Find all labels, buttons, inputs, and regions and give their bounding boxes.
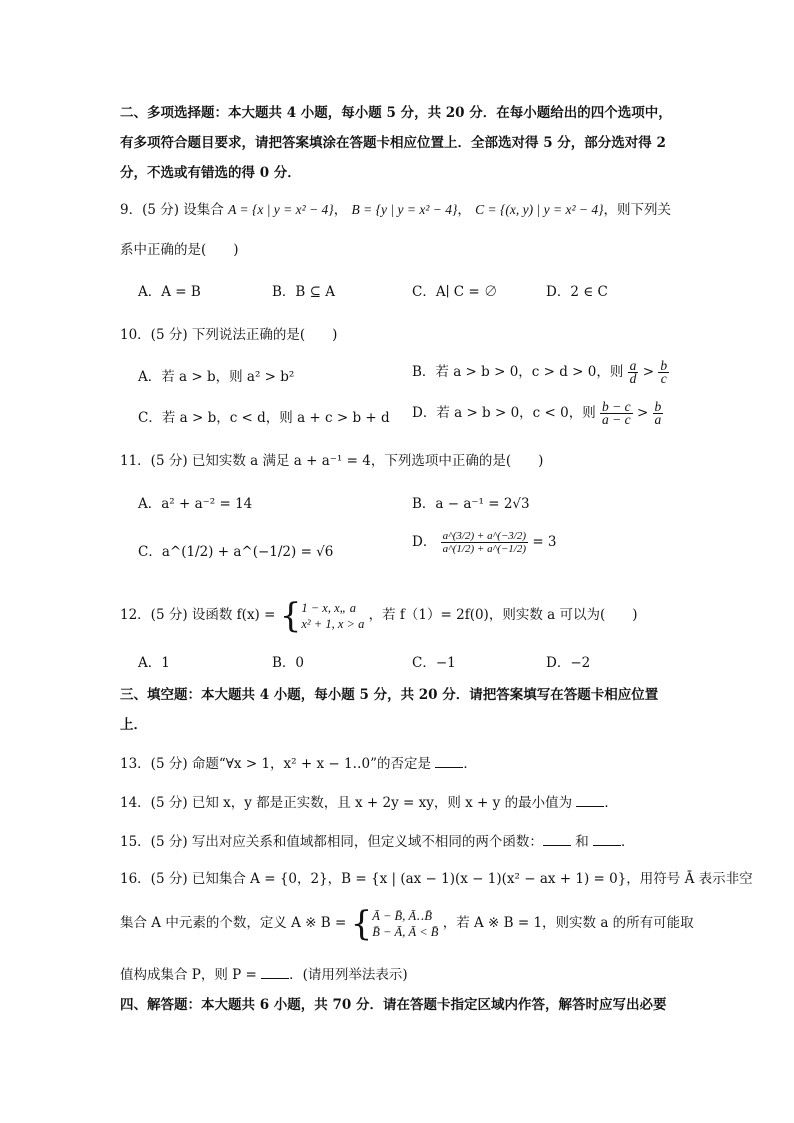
q12-suffix: ，若 f（1）= 2f(0)，则实数 a 可以为( ) — [368, 607, 638, 623]
q11-option-d-label: D． — [412, 534, 437, 550]
q15-text: 15．(5 分) 写出对应关系和值域都相同，但定义域不相同的两个函数： — [120, 834, 543, 850]
q13-text: 13．(5 分) 命题“∀x > 1，x² + x − 1‥0”的否定是 — [120, 756, 432, 772]
q15-answer-blank-2[interactable] — [593, 833, 621, 846]
q15-and: 和 — [575, 834, 589, 850]
q9-option-a[interactable]: A．A = B — [138, 284, 201, 300]
q11-d-num: a^(3/2) + a^(−3/2) — [442, 530, 527, 542]
question-12-stem — [120, 595, 638, 636]
question-10-stem: 10．(5 分) 下列说法正确的是( ) — [120, 327, 338, 343]
q11-option-c[interactable]: C．a^(1/2) + a^(−1/2) = √6 — [138, 544, 334, 560]
q10-b-den1: d — [629, 371, 637, 386]
q12-cases — [301, 600, 364, 632]
q11-option-a[interactable]: A．a² + a⁻² = 14 — [138, 496, 253, 512]
q14-text: 14．(5 分) 已知 x，y 都是正实数，且 x + 2y = xy，则 x + y 的最小值为 — [120, 795, 573, 811]
q16-line3-end: ．(请用列举法表示) — [289, 967, 408, 983]
q13-end: ． — [463, 756, 477, 772]
q12-prefix: 12．(5 分) 设函数 f(x) = — [120, 607, 276, 623]
q12-option-b[interactable]: B．0 — [272, 655, 305, 671]
question-11-stem: 11．(5 分) 已知实数 a 满足 a + a⁻¹ = 4，下列选项中正确的是( ) — [120, 453, 544, 469]
q10-b-den2: c — [660, 371, 667, 386]
q12-option-d[interactable]: D．−2 — [546, 655, 591, 671]
q12-case-1: 1 − x, x„ a — [301, 600, 356, 615]
q9-option-c[interactable]: C．A∣ C = ∅ — [412, 284, 498, 300]
question-15 — [120, 833, 634, 851]
question-16-line3 — [120, 966, 408, 984]
q15-end: ． — [620, 834, 635, 850]
q12-option-a[interactable]: A．1 — [138, 655, 170, 671]
question-9-stem: 9．(5 分) 设集合 A = {x | y = x² − 4}， B = {y | y = x² − 4}， C = {(x, y) | y = x² − 4}，则下列关 — [120, 202, 672, 218]
q10-option-b[interactable] — [412, 360, 669, 385]
q10-d-fraction-2 — [653, 401, 664, 426]
q10-option-d-text: D．若 a > b > 0，c < 0，则 — [412, 405, 596, 421]
q14-end: ． — [604, 795, 618, 811]
q9-set-b: B = {y | y = x² − 4} — [351, 202, 458, 217]
section2-heading-line2: 有多项符合题目要求，请把答案填涂在答题卡相应位置上．全部选对得 5 分，部分选对得 2 — [120, 135, 666, 151]
q11-d-den: a^(1/2) + a^(−1/2) — [442, 543, 527, 555]
q11-d-fraction — [441, 530, 528, 555]
q10-b-num1: a — [629, 358, 637, 373]
q9-option-d[interactable]: D．2 ∈ C — [546, 284, 608, 300]
q10-d-den2: a — [654, 412, 662, 427]
q10-option-b-text: B．若 a > b > 0，c > d > 0，则 — [412, 364, 624, 380]
q10-d-num1: b − c — [602, 399, 631, 414]
q16-line2-text: 集合 A 中元素的个数，定义 A ※ B = — [120, 915, 347, 931]
q16-cases — [372, 908, 438, 940]
q10-d-den1: a − c — [602, 412, 631, 427]
q12-option-c[interactable]: C．−1 — [412, 655, 456, 671]
section3-heading-line1: 三、填空题：本大题共 4 小题，每小题 5 分，共 20 分．请把答案填写在答题卡相应位置 — [120, 687, 659, 703]
question-14 — [120, 794, 618, 812]
question-16-line2 — [120, 903, 694, 944]
q10-option-a[interactable]: A．若 a > b，则 a² > b² — [138, 369, 295, 385]
q11-d-eq: = 3 — [532, 534, 557, 550]
q16-line3-text: 值构成集合 P，则 P = — [120, 967, 257, 983]
q10-b-num2: b — [660, 358, 668, 373]
q16-answer-blank[interactable] — [261, 966, 289, 979]
q9-set-a: A = {x | y = x² − 4} — [228, 202, 334, 217]
section4-heading-line1: 四、解答题：本大题共 6 小题，共 70 分．请在答题卡指定区域内作答，解答时应写出必要 — [120, 997, 667, 1013]
q16-line2-end: ，若 A ※ B = 1，则实数 a 的所有可能取 — [442, 915, 694, 931]
q10-option-c[interactable]: C．若 a > b，c < d，则 a + c > b + d — [138, 410, 390, 426]
q14-answer-blank[interactable] — [576, 794, 604, 807]
q10-d-num2: b — [654, 399, 662, 414]
q9-suffix: ，则下列关 — [603, 202, 672, 218]
q12-case-2: x² + 1, x > a — [301, 616, 365, 631]
q9-set-c: C = {(x, y) | y = x² − 4} — [475, 202, 604, 217]
q9-prefix: 9．(5 分) 设集合 — [120, 202, 224, 218]
q10-d-fraction-1 — [600, 401, 633, 426]
question-9-stem-line2: 系中正确的是( ) — [120, 242, 239, 258]
question-16-line1: 16．(5 分) 已知集合 A = {0，2}，B = {x | (ax − 1)(x − 1)(x² − ax + 1) = 0}，用符号 Ā 表示非空 — [120, 871, 753, 887]
q10-b-fraction-2 — [658, 360, 669, 385]
q15-answer-blank-1[interactable] — [543, 833, 571, 846]
section3-heading-line2: 上． — [120, 717, 147, 733]
q16-case-2: B̄ − Ā, Ā < B̄ — [372, 924, 439, 939]
q9-option-b[interactable]: B．B ⊆ A — [272, 284, 335, 300]
q13-answer-blank[interactable] — [435, 755, 463, 768]
q10-option-d[interactable] — [412, 401, 663, 426]
q11-option-d[interactable] — [412, 530, 557, 555]
q10-b-fraction-1 — [628, 360, 639, 385]
question-13 — [120, 755, 477, 773]
q10-d-gt: > — [636, 405, 649, 421]
section2-heading-line1: 二、多项选择题：本大题共 4 小题，每小题 5 分，共 20 分．在每小题给出的四个选项中， — [120, 105, 672, 121]
q16-case-1: Ā − B̄, Ā‥B̄ — [372, 908, 433, 923]
section2-heading-line3: 分，不选或有错选的得 0 分． — [120, 165, 301, 181]
q12-brace: { — [279, 595, 302, 636]
q16-brace: { — [350, 903, 373, 944]
q10-b-gt: > — [642, 364, 655, 380]
q11-option-b[interactable]: B．a − a⁻¹ = 2√3 — [412, 496, 530, 512]
